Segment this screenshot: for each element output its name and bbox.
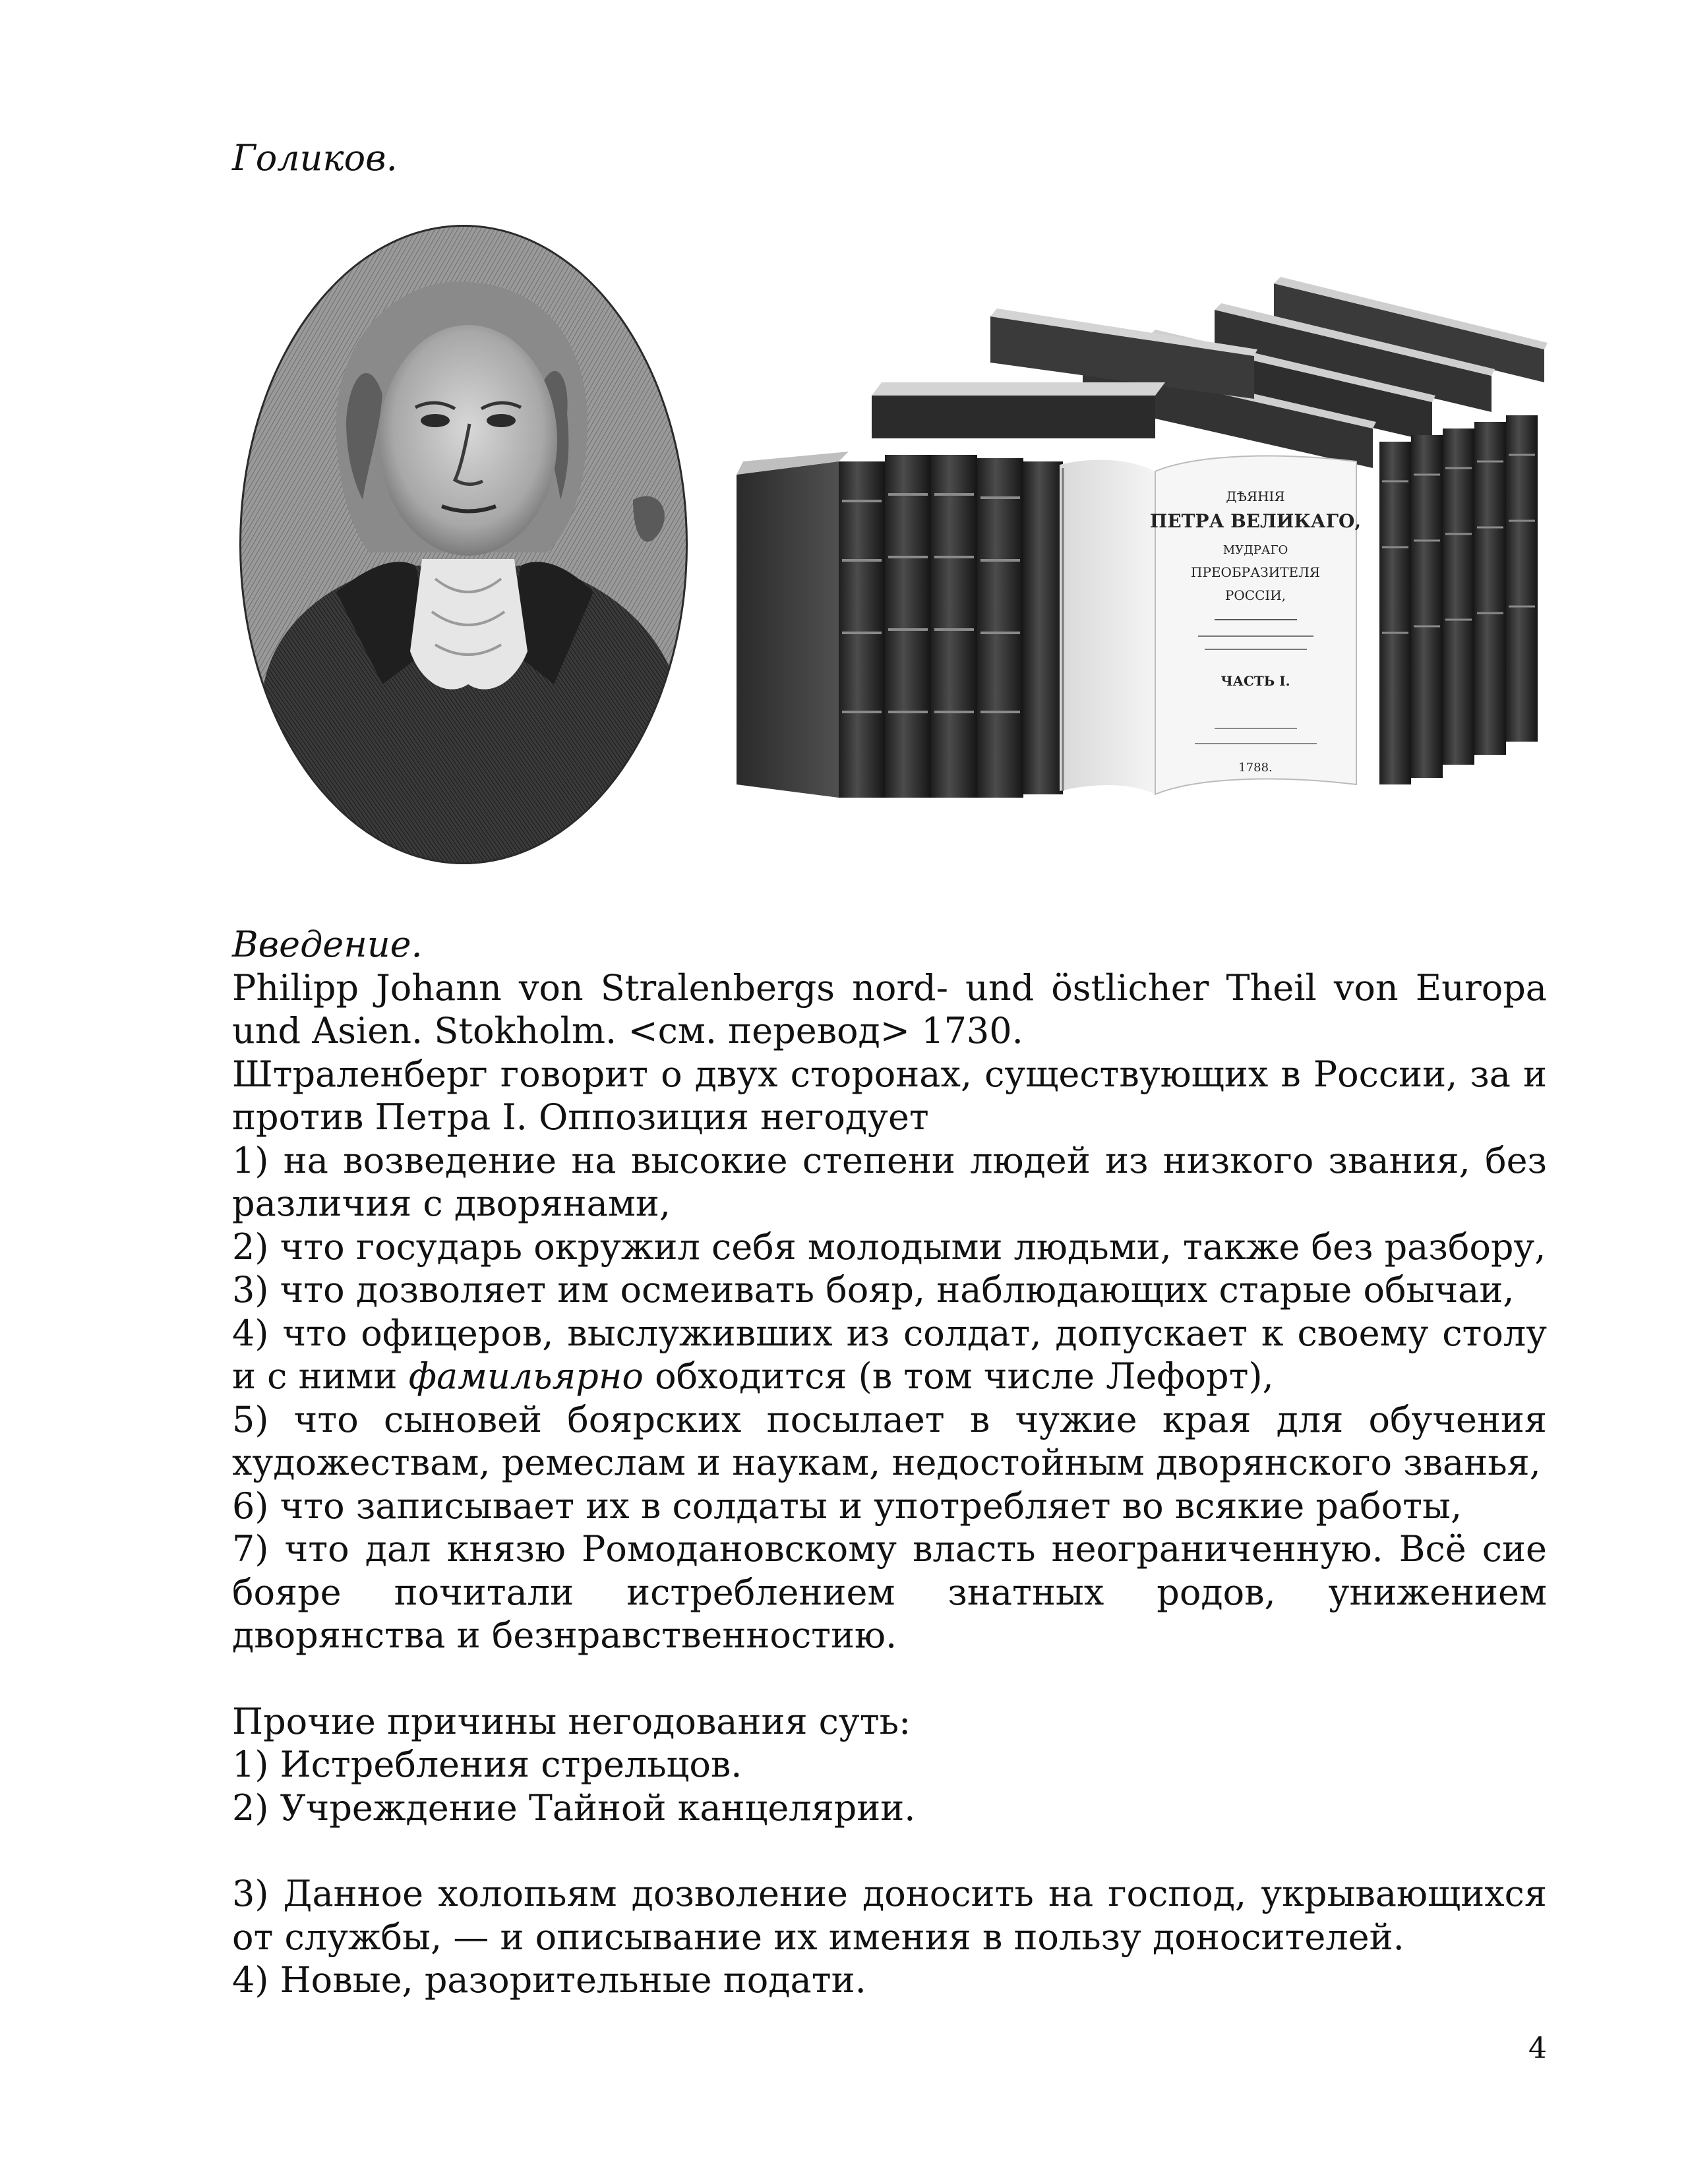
book-title-line-4: ПРЕОБРАЗИТЕЛЯ xyxy=(1191,564,1320,580)
list-item xyxy=(232,1312,1547,1398)
books-image xyxy=(733,264,1551,817)
portrait-image xyxy=(237,223,690,866)
main-text xyxy=(232,923,1547,2002)
book-title-line-3: МУДРАГО xyxy=(1222,543,1288,557)
item4-emphasis: фамильярно xyxy=(408,1355,644,1397)
list-item: 4) Новые, разорительные подати. xyxy=(232,1959,866,2001)
list-item: 3) что дозволяет им осмеивать бояр, наблюдающих старые обычаи, xyxy=(232,1269,1515,1311)
list-item: 2) Учреждение Тайной канцелярии. xyxy=(232,1786,916,1829)
list-item: 1) Истребления стрельцов. xyxy=(232,1744,742,1785)
item4-before: 4) что офицеров, выслуживших из солдат, допускает к своему столу и с ними xyxy=(232,1312,1547,1397)
book-title-line-1: ДѢЯНІЯ xyxy=(1226,488,1285,504)
intro-heading: Введение. xyxy=(232,924,423,965)
paragraph-gap xyxy=(232,1657,1547,1700)
author-caption: Голиков. xyxy=(232,137,398,179)
page-number: 4 xyxy=(1528,2032,1547,2065)
list-item: 1) на возведение на высокие степени людей из низкого звания, без различия с дворянами, xyxy=(232,1139,1547,1224)
intro-lead: Штраленберг говорит о двух сторонах, существующих в России, за и против Петра I. Оппозиция негодует xyxy=(232,1053,1547,1138)
source-citation: Philipp Johann von Stralenbergs nord- und östlicher Theil von Europa und Asien. Stokholm. <см. перевод> 1730. xyxy=(232,966,1547,1051)
list-item: 5) что сыновей боярских посылает в чужие края для обучения художествам, ремеслам и наукам, недостойным дворянского званья, xyxy=(232,1398,1547,1483)
other-causes-lead: Прочие причины негодования суть: xyxy=(232,1700,911,1742)
list-item: 7) что дал князю Ромодановскому власть неограниченную. Всё сие бояре почитали истреблением знатных родов, унижением дворянства и безнравственностию. xyxy=(232,1528,1547,1656)
item4-after: обходится (в том числе Лефорт), xyxy=(643,1355,1274,1397)
list-item: 3) Данное холопьям дозволение доносить на господ, укрывающихся от службы, — и описывание их имения в пользу доносителей. xyxy=(232,1873,1547,1958)
list-item: 2) что государь окружил себя молодыми людьми, также без разбору, xyxy=(232,1225,1546,1268)
list-item: 6) что записывает их в солдаты и употребляет во всякие работы, xyxy=(232,1485,1462,1527)
book-title-line-6: ЧАСТЬ I. xyxy=(1221,673,1290,689)
book-title-line-7: 1788. xyxy=(1238,761,1273,775)
book-title-line-5: РОССІИ, xyxy=(1224,587,1286,603)
paragraph-gap xyxy=(232,1829,1547,1872)
book-title-line-2: ПЕТРА ВЕЛИКАГО, xyxy=(1149,510,1362,532)
